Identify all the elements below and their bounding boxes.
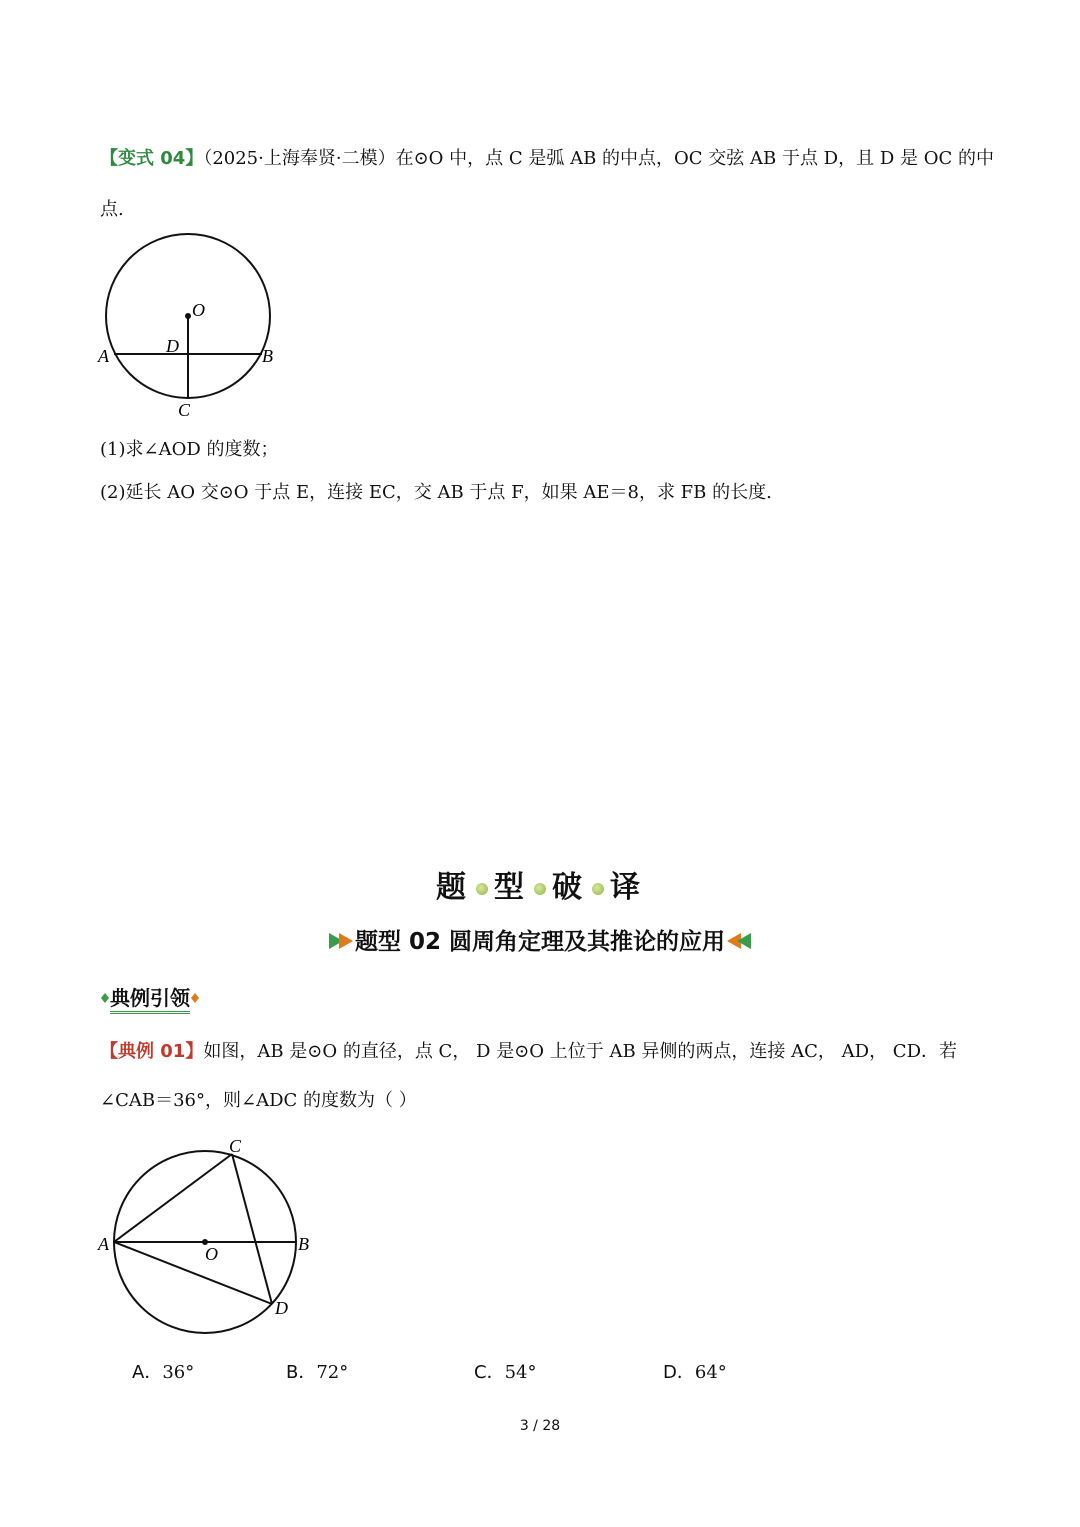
variant-tag: 【变式 04】	[100, 148, 204, 169]
label-a: A	[98, 346, 109, 366]
section-char-3: 破	[552, 870, 586, 905]
example-text-line1: 如图，AB 是⊙O 的直径，点 C， D 是⊙O 上位于 AB 异侧的两点，连接 AC， AD， CD．若	[203, 1041, 958, 1062]
label-c: C	[178, 400, 191, 420]
label-o: O	[205, 1244, 218, 1264]
choice-value: 72°	[316, 1362, 349, 1383]
example-circle-figure	[92, 1132, 332, 1352]
variant-source: （2025·上海奉贤·二模）	[203, 148, 396, 169]
choice-a[interactable]	[132, 1358, 194, 1384]
choice-value: 64°	[694, 1362, 727, 1383]
choice-c[interactable]	[474, 1358, 536, 1384]
choice-d[interactable]	[663, 1358, 727, 1384]
section-heading	[0, 862, 1080, 906]
example-text-line2: ∠CAB＝36°，则∠ADC 的度数为（ ）	[100, 1090, 417, 1111]
dot-icon	[592, 883, 604, 895]
choice-letter: D．	[663, 1362, 695, 1383]
variant-text-line2: 点.	[100, 199, 124, 220]
arrow-left-icon	[725, 931, 751, 951]
guide-heading	[100, 982, 200, 1011]
segment-ad	[114, 1242, 272, 1304]
label-c: C	[229, 1136, 242, 1156]
type-title	[0, 923, 1080, 956]
variant-question-line1	[100, 147, 994, 171]
choice-letter: B．	[286, 1362, 317, 1383]
segment-ac	[114, 1154, 232, 1242]
variant-circle-figure	[92, 228, 292, 428]
label-o: O	[192, 300, 205, 320]
label-b: B	[262, 346, 273, 366]
type-title-text: 题型 02 圆周角定理及其推论的应用	[354, 929, 726, 955]
label-a: A	[98, 1234, 109, 1254]
variant-text-line1: 在⊙O 中，点 C 是弧 AB 的中点，OC 交弦 AB 于点 D，且 D 是 OC 的中	[395, 148, 994, 169]
section-char-4: 译	[610, 870, 644, 905]
guide-text: 典例引领	[110, 986, 190, 1014]
center-point	[185, 313, 191, 319]
page-number: 3 / 28	[519, 1418, 561, 1434]
choice-letter: C．	[474, 1362, 505, 1383]
label-d: D	[166, 336, 179, 356]
label-d: D	[275, 1298, 288, 1318]
example-question-line1	[100, 1040, 957, 1064]
choice-letter: A．	[132, 1362, 163, 1383]
diamond-icon	[190, 992, 200, 1004]
section-char-1: 题	[436, 870, 470, 905]
example-tag: 【典例 01】	[100, 1041, 204, 1062]
arrow-right-icon	[329, 931, 355, 951]
variant-question-2: (2)延长 AO 交⊙O 于点 E，连接 EC，交 AB 于点 F，如果 AE＝8，求 FB 的长度.	[100, 482, 772, 503]
dot-icon	[476, 883, 488, 895]
choice-value: 36°	[162, 1362, 195, 1383]
choice-b[interactable]	[286, 1358, 348, 1384]
dot-icon	[534, 883, 546, 895]
choice-value: 54°	[504, 1362, 537, 1383]
diamond-icon	[100, 992, 110, 1004]
label-b: B	[298, 1234, 309, 1254]
variant-question-1: (1)求∠AOD 的度数；	[100, 439, 279, 460]
section-char-2: 型	[494, 870, 528, 905]
segment-cd	[232, 1154, 272, 1304]
